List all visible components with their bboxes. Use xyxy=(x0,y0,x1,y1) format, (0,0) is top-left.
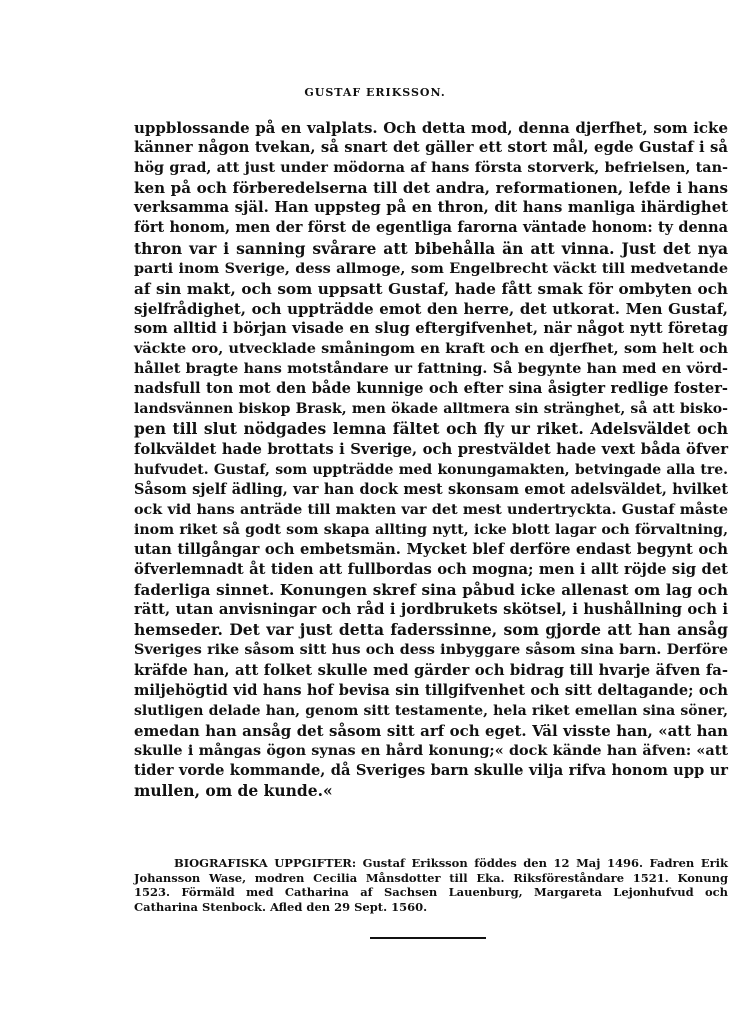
bio-line: BIOGRAFISKA UPPGIFTER: Gustaf Eriksson föddes den 12 Maj 1496. Fadren Erik xyxy=(174,856,728,870)
text-line: hemseder. Det var just detta faderssinne, som gjorde att han ansåg xyxy=(134,620,728,640)
bio-line: Johansson Wase, modren Cecilia Månsdotter till Eka. Riksföreståndare 1521. Konung xyxy=(134,870,728,885)
text-line: emedan han ansåg det såsom sitt arf och eget. Väl visste han, «att han xyxy=(134,721,728,740)
text-line: Såsom sjelf ädling, var han dock mest skonsam emot adelsväldet, hvilket xyxy=(134,480,728,498)
text-line: hög grad, att just under mödorna af hans första storverk, befrielsen, tan- xyxy=(134,159,728,177)
text-line: öfverlemnadt åt tiden att fullbordas och mogna; men i allt röjde sig det xyxy=(134,561,728,579)
text-line: folkväldet hade brottats i Sverige, och prestväldet hade vext båda öfver xyxy=(134,440,728,458)
text-line: som alltid i början visade en slug eftergifvenhet, när något nytt företag xyxy=(134,319,728,337)
text-line: faderliga sinnet. Konungen skref sina påbud icke allenast om lag och xyxy=(134,581,728,600)
bio-line: 1523. Förmäld med Catharina af Sachsen Lauenburg, Margareta Lejonhufvud och xyxy=(134,885,728,900)
text-line: ken på och förberedelserna till det andra, reformationen, lefde i hans xyxy=(134,179,728,198)
text-line: miljehögtid vid hans hof bevisa sin tillgifvenhet och sitt deltagande; och xyxy=(134,681,728,699)
text-line: Sveriges rike såsom sitt hus och dess inbyggare såsom sina barn. Derföre xyxy=(134,642,728,659)
text-line: tider vorde kommande, då Sveriges barn skulle vilja rifva honom upp ur xyxy=(134,762,728,779)
text-line: verksamma själ. Han uppsteg på en thron, dit hans manliga ihärdighet xyxy=(134,199,728,217)
text-line: slutligen delade han, genom sitt testamente, hela riket emellan sina söner, xyxy=(134,702,728,719)
page-header: GUSTAF ERIKSSON. xyxy=(304,86,446,99)
text-line: skulle i mångas ögon synas en hård konung;« dock kände han äfven: «att xyxy=(134,741,728,759)
text-line: landsvännen biskop Brask, men ökade alltmera sin stränghet, så att bisko- xyxy=(134,401,728,418)
text-line: sjelfrådighet, och uppträdde emot den herre, det utkorat. Men Gustaf, xyxy=(134,299,728,318)
text-line: mullen, om de kunde.« xyxy=(134,781,333,801)
text-line: thron var i sanning svårare att bibehålla än att vinna. Just det nya xyxy=(134,238,728,258)
text-line: känner någon tvekan, så snart det gäller ett stort mål, egde Gustaf i så xyxy=(134,139,728,157)
text-line: uppblossande på en valplats. Och detta mod, denna djerfhet, som icke xyxy=(134,119,728,137)
text-line: hufvudet. Gustaf, som uppträdde med konungamakten, betvingade alla tre. xyxy=(134,461,728,478)
text-line: utan tillgångar och embetsmän. Mycket blef derföre endast begynt och xyxy=(134,540,728,558)
text-line: nadsfull ton mot den både kunnige och efter sina åsigter redlige foster- xyxy=(134,380,728,398)
text-line: pen till slut nödgades lemna fältet och fly ur riket. Adelsväldet och xyxy=(134,419,728,439)
text-line: parti inom Sverige, dess allmoge, som Engelbrecht väckt till medvetande xyxy=(134,259,728,277)
text-line: rätt, utan anvisningar och råd i jordbrukets skötsel, i hushållning och i xyxy=(134,601,728,619)
biographical-note xyxy=(134,856,728,914)
text-line: fört honom, men der först de egentliga farorna väntade honom: ty denna xyxy=(134,219,728,237)
text-line: af sin makt, och som uppsatt Gustaf, hade fått smak för ombyten och xyxy=(134,279,728,298)
text-line: kräfde han, att folket skulle med gärder och bidrag till hvarje äfven fa- xyxy=(134,661,728,679)
text-line: ock vid hans anträde till makten var det mest undertryckta. Gustaf måste xyxy=(134,501,728,518)
text-line: väckte oro, utvecklade småningom en kraft och en djerfhet, som helt och xyxy=(134,340,728,358)
section-divider xyxy=(370,937,486,939)
bio-line: Catharina Stenbock. Afled den 29 Sept. 1560. xyxy=(134,899,428,914)
text-line: hållet bragte hans motståndare ur fattning. Så begynte han med en vörd- xyxy=(134,361,728,378)
body-text xyxy=(134,118,728,801)
text-line: inom riket så godt som skapa allting nytt, icke blott lagar och förvaltning, xyxy=(134,521,728,538)
